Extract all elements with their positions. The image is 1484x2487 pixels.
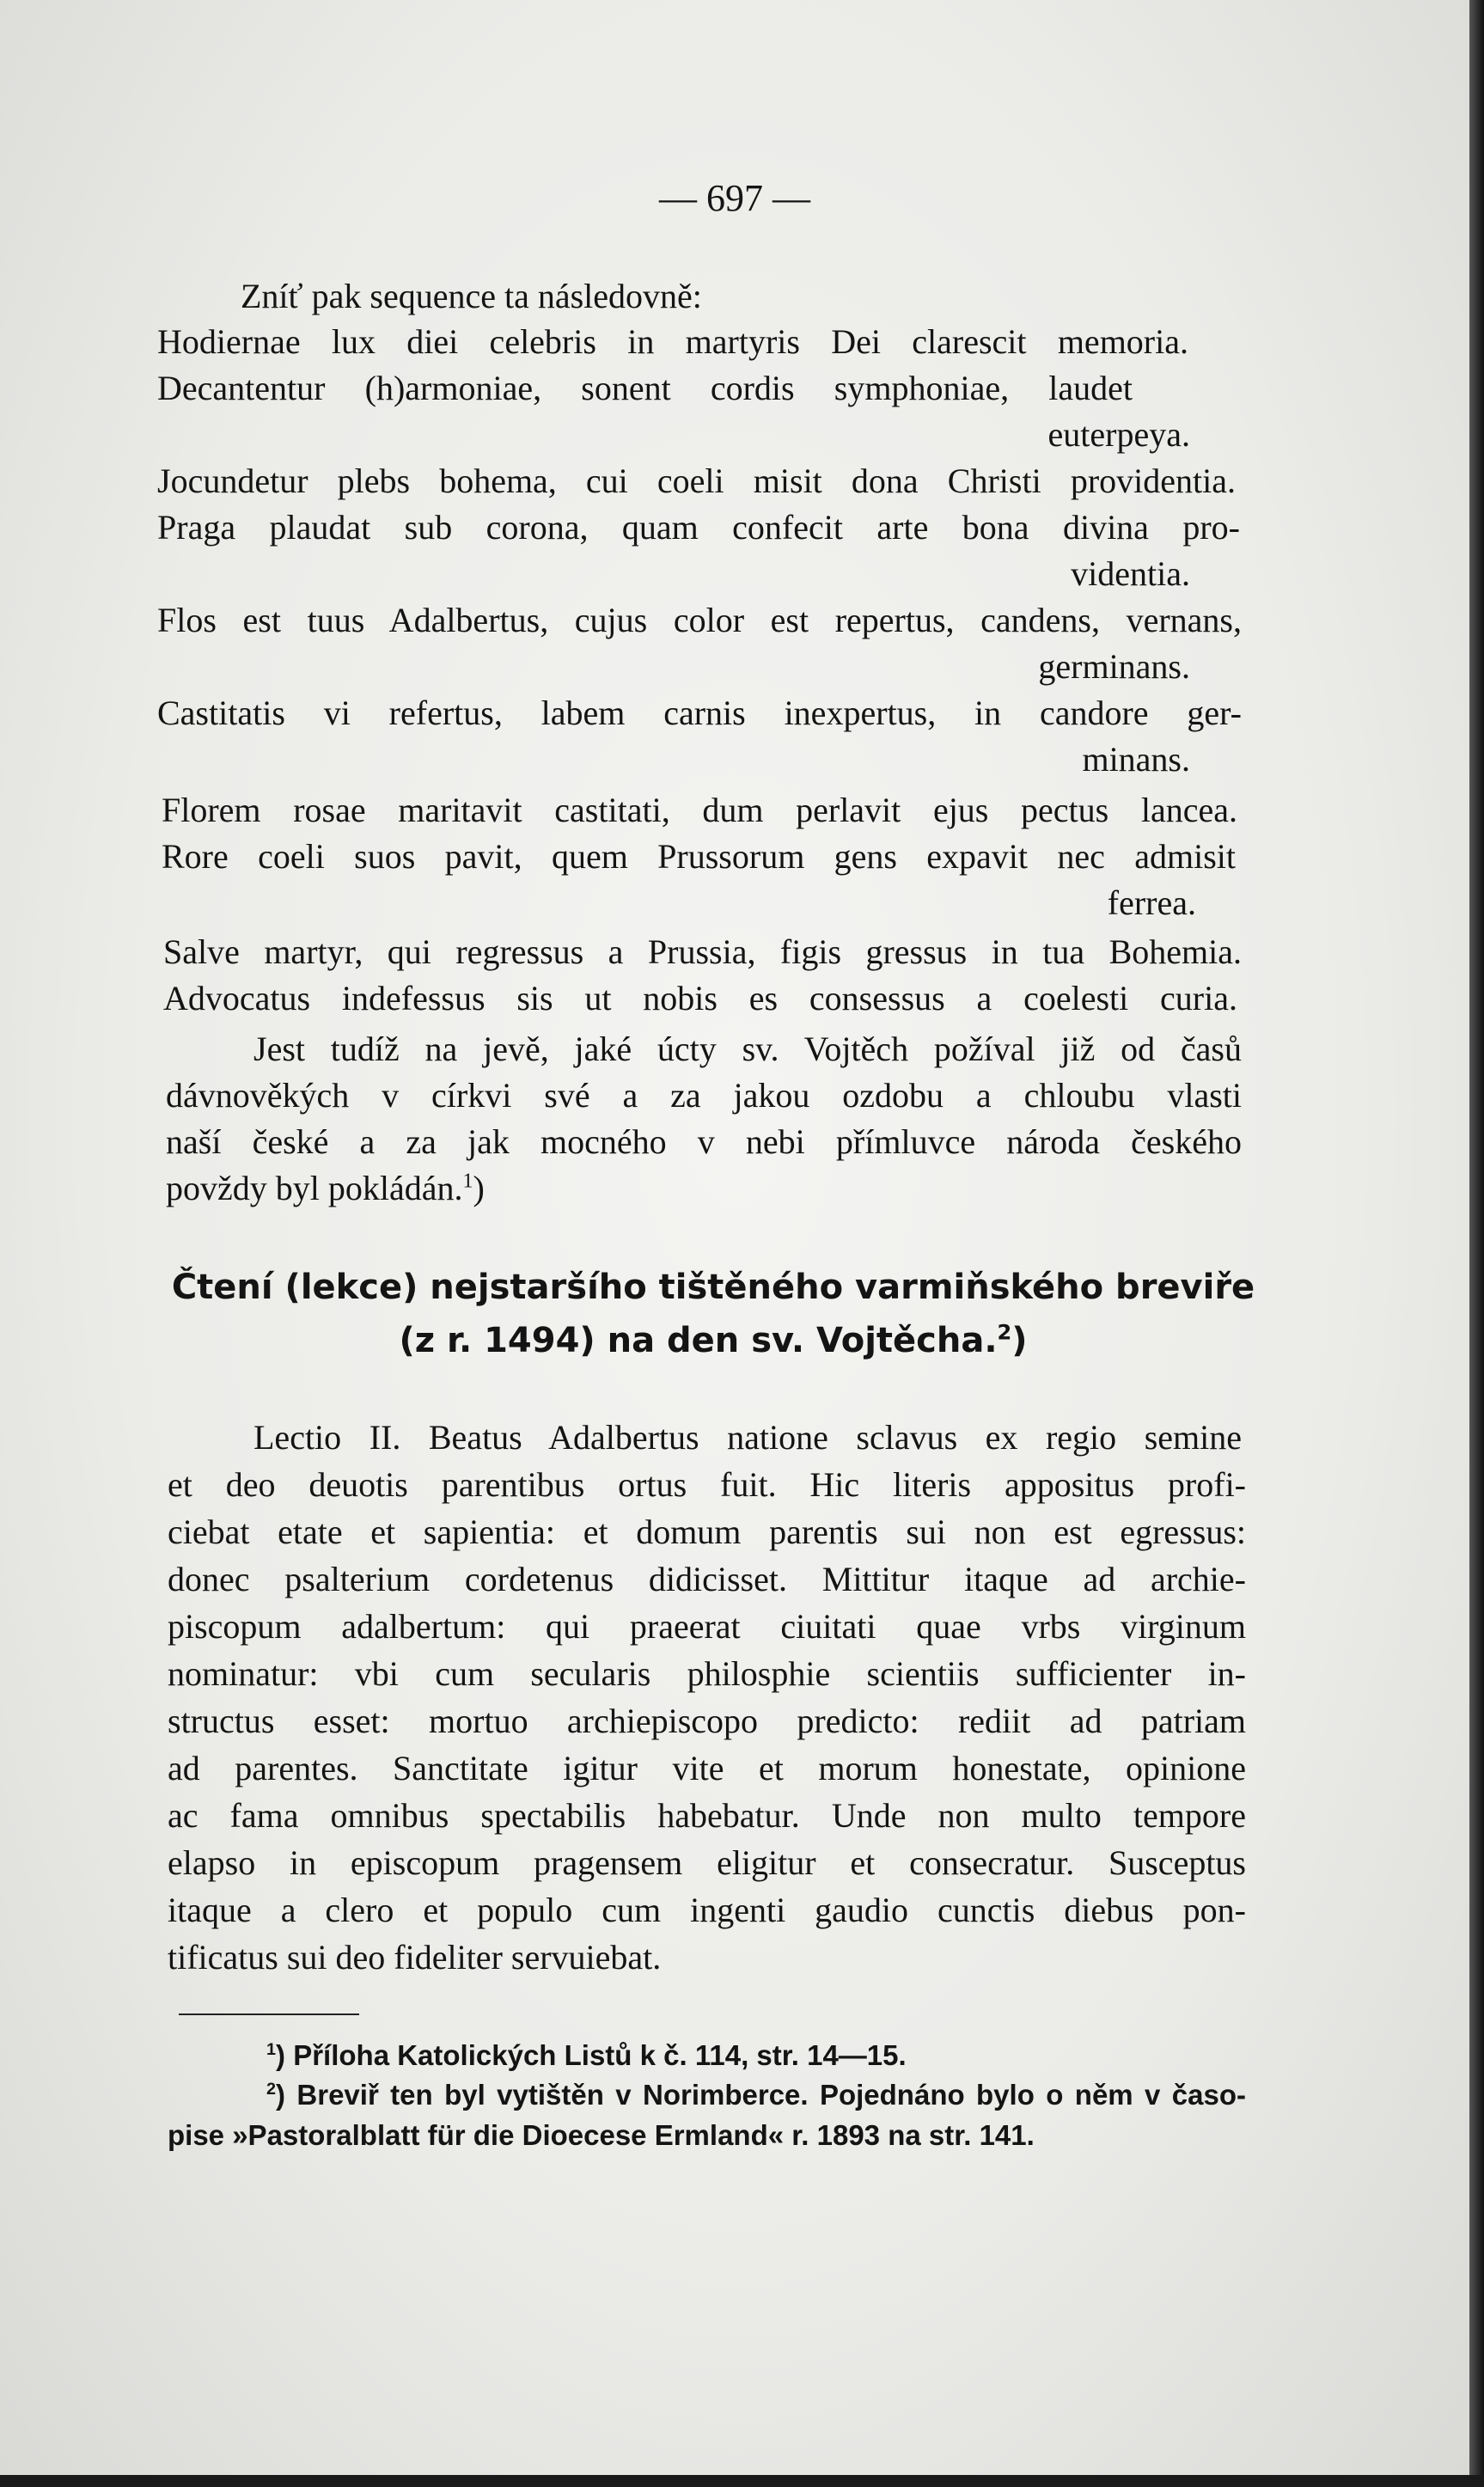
sequence-line: Praga plaudat sub corona, quam confecit arte bona divina pro- — [157, 508, 1240, 547]
lectio-line: tificatus sui deo fideliter servuiebat. — [168, 1938, 662, 1977]
footnote-1: $^1$) Příloha Katolických Listů k č. 114, str. 14—15. — [266, 2039, 907, 2071]
sequence-line: minans. — [1082, 740, 1190, 779]
sequence-line: Hodiernae lux diei celebris in martyris Dei clarescit memoria. — [157, 322, 1188, 361]
lectio-line: ciebat etate et sapientia: et domum parentis sui non est egressus: — [168, 1512, 1246, 1551]
footnote-2-line1: $^2$) Breviř ten byl vytištěn v Norimberce. Pojednáno bylo o něm v časo- — [266, 2079, 1246, 2111]
sequence-line: ferrea. — [1107, 883, 1196, 922]
lectio-line: ad parentes. Sanctitate igitur vite et morum honestate, opinione — [168, 1749, 1246, 1787]
sequence-line: Jocundetur plebs bohema, cui coeli misit dona Christi providentia. — [157, 461, 1236, 500]
lectio-line: structus esset: mortuo archiepiscopo predicto: rediit ad patriam — [168, 1702, 1246, 1740]
sequence-line: Florem rosae maritavit castitati, dum perlavit ejus pectus lancea. — [162, 791, 1237, 829]
footnote-ref: 1 — [462, 1170, 473, 1193]
paragraph-line: Jest tudíž na jevě, jaké úcty sv. Vojtěch požíval již od časů — [253, 1030, 1242, 1068]
sequence-line: Salve martyr, qui regressus a Prussia, figis gressus in tua Bohemia. — [163, 932, 1242, 971]
lectio-line: piscopum adalbertum: qui praeerat ciuitati quae vrbs virginum — [168, 1607, 1246, 1646]
paragraph-line: dávnověkých v církvi své a za jakou ozdobu a chloubu vlasti — [166, 1076, 1242, 1115]
sequence-line: germinans. — [1038, 647, 1190, 686]
lectio-line: ac fama omnibus spectabilis habebatur. Unde non multo tempore — [168, 1796, 1246, 1835]
sequence-line: Rore coeli suos pavit, quem Prussorum gens expavit nec admisit — [162, 837, 1236, 876]
footnote-2-line2: pise »Pastoralblatt für die Dioecese Ermland« r. 1893 na str. 141. — [168, 2119, 1035, 2151]
section-heading-line2: (z r. 1494) na den sv. Vojtěcha.$^2$) — [399, 1320, 1028, 1360]
paragraph-line: naší české a za jak mocného v nebi přímluvce národa českého — [166, 1122, 1242, 1161]
sequence-line: euterpeya. — [1047, 415, 1190, 454]
sequence-line: Castitatis vi refertus, labem carnis inexpertus, in candore ger- — [157, 694, 1242, 732]
lectio-line: et deo deuotis parentibus ortus fuit. Hic literis appositus profi- — [168, 1465, 1246, 1504]
sequence-line: videntia. — [1071, 554, 1190, 593]
intro-line: Zníť pak sequence ta následovně: — [241, 277, 702, 315]
lectio-line: Lectio II. Beatus Adalbertus natione sclavus ex regio semine — [253, 1418, 1242, 1457]
scan-edge-right — [1469, 0, 1484, 2487]
lectio-line: elapso in episcopum pragensem eligitur et consecratur. Susceptus — [168, 1843, 1246, 1882]
lectio-line: nominatur: vbi cum secularis philosphie scientiis sufficienter in- — [168, 1654, 1246, 1693]
sequence-line: Decantentur (h)armoniae, sonent cordis symphoniae, laudet — [157, 369, 1133, 407]
sequence-line: Flos est tuus Adalbertus, cujus color est repertus, candens, vernans, — [157, 601, 1242, 639]
section-heading: Čtení (lekce) nejstaršího tištěného varmiňského breviře — [171, 1268, 1255, 1307]
page-number: — 697 — — [659, 177, 810, 219]
paragraph-line: povždy byl pokládán.$^1$) — [166, 1169, 485, 1207]
lectio-line: donec psalterium cordetenus didicisset. Mittitur itaque ad archie- — [168, 1560, 1246, 1598]
lectio-line: itaque a clero et populo cum ingenti gaudio cunctis diebus pon- — [168, 1891, 1246, 1929]
footnote-ref: 2 — [997, 1320, 1012, 1345]
sequence-line: Advocatus indefessus sis ut nobis es consessus a coelesti curia. — [163, 979, 1237, 1017]
footnote-divider — [179, 2013, 359, 2015]
scan-edge-bottom — [0, 2475, 1484, 2487]
